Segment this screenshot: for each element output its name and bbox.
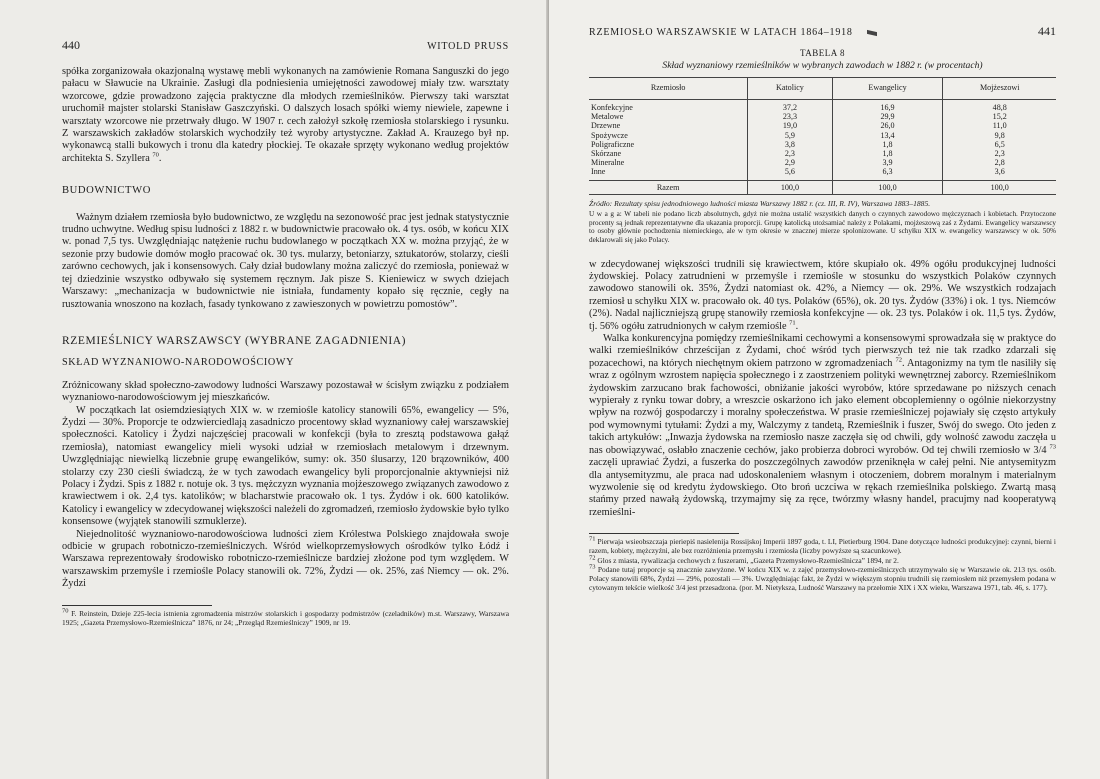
table-sum-row [589,180,1056,194]
table-jews-column: 48,8 15,2 11,0 9,8 6,5 2,3 2,8 3,6 [943,100,1056,181]
footnote-71: $^{71}$ Pierwaja wsieobszczaja pieriepiś nasielenija Rossijskoj Imperii 1897 goda, t. LI, Pietierburg 1904. Dane dotyczące ludności produkcyjnej: czynni, bierni i razem, kobiety, mężczyźni, ale bez rozróżnienia przemysłu i rzemiosła (liczby powyższe są szacunkowe). [589,535,1056,556]
religion-table [589,77,1056,195]
table-sum-label: Razem [589,180,748,194]
table-sum-protestants: 100,0 [832,180,943,194]
table-note: U w a g a: W tabeli nie podano liczb absolutnych, gdyż nie można ustalić wszystkich danych o czynnych zawodowo mężczyznach i kobietach. Przytoczone procenty są jednak reprezentatywne dla ukazania proporcji. Grupę katolicką utożsamiać należy z Polakami, mojżeszową zaś z Żydami. Ewangelicy warszawscy to osoby głównie pochodzenia niemieckiego, ale w tym okresie w znacznej mierze spolonizowane. U schyłku XIX w. ewangelicy warszawscy w ok. 50% deklarowali się jako Polacy. [589,210,1056,245]
table-header-row [589,78,1056,100]
right-body [589,259,1056,520]
left-paragraph-1: spółka zorganizowała okazjonalną wystawę mebli wykonanych na zamówienie Romana Sanguszki do jego pałacu w Sławucie na Ukrainie. Zasługi dla podniesienia umiejętności zawodowej miały tzw. warsztaty wzorcowe, gdzie prowadzono zajęcia praktyczne dla młodych rzemieślników. Pierwszy taki warsztat uruchomił majster stolarski Stanisław Gaszczyński. O dalszych losach spółki wiemy niewiele, zapewne i warsztaty wzorcowe nie przetrwały długo. W 1907 r. cech założył szkołę rzemiosła stolarskiego i rysunku. Z warszawskich zakładów stolarskich wychodziły też wyroby artystyczne. Zakład A. Krauzego był np. wykonawcą stalli bukowych i tronu dla katedry płockiej. Te okazałe sprzęty wykonano według projektów architekta S. Szyllera $^{70}$. [62,66,509,164]
table-craft-column: Konfekcyjne Metalowe Drzewne Spożywcze Poligraficzne Skórzane Mineralne Inne [591,103,635,177]
right-paragraph-1: w zdecydowanej większości trudnili się krawiectwem, które skupiało ok. 49% ogółu produkcyjnej ludności żydowskiej. Polacy zatrudnieni w przemyśle i rzemiośle w stosunku do wszystkich Polaków czynnych zawodowo stanowili ok. 35%, Żydzi natomiast ok. 42%, a Niemcy — ok. 29%. We wszystkich rodzajach rzemiosł u schyłku XIX w. pracowało ok. 40 tys. Polaków (65%), ok. 20 tys. Żydów (33%) i ok. 1 tys. Niemców (2%). Nadal najliczniejszą grupę stanowiły rzemiosła konfekcyjne — ok. 23 tys. Polaków i ok. 11,5 tys. Żydów, tj. 56% ogółu zatrudnionych w całym rzemiośle $^{71}$. [589,258,1056,332]
left-paragraph-5: Niejednolitość wyznaniowo-narodowościowa ludności ziem Królestwa Polskiego znajdowała swoje odbicie w grupach robotniczo-rzemieślniczych. Wśród wielkoprzemysłowych ośrodków tylko Łódź i Warszawa reprezentowały środowisko robotniczo-rzemieślnicze bardziej złożone pod tym względem. W warszawskim przemyśle i rzemiośle Polacy stanowili ok. 72%, Żydzi — ok. 25%, zaś Niemcy — ok. 2%. Żydzi [62,528,509,590]
ink-mark-icon [867,30,877,36]
footnote-ref-72[interactable]: 72 [895,356,902,364]
section-heading-budownictwo: BUDOWNICTWO [62,185,151,197]
right-page-number: 441 [1038,24,1056,38]
table-sum-jews: 100,0 [943,180,1056,194]
right-title-head: RZEMIOSŁO WARSZAWSKIE W LATACH 1864–1918 [589,27,877,38]
footnote-rule [62,605,212,606]
subsection-heading: SKŁAD WYZNANIOWO-NARODOWOŚCIOWY [62,357,295,369]
table-source: Źródło: Rezultaty spisu jednodniowego ludności miasta Warszawy 1882 r. (cz. III, R. IV), Warszawa 1883–1885. [589,198,931,208]
left-author-head: WITOLD PRUSS [427,41,509,52]
table-caption: Skład wyznaniowy rzemieślników w wybranych zawodach w 1882 r. (w procentach) [662,60,983,71]
table-sum-catholics: 100,0 [748,180,832,194]
table-catholics-column: 37,2 23,3 19,0 5,9 3,8 2,3 2,9 5,6 [748,100,832,181]
footnote-ref-71[interactable]: 71 [789,319,796,327]
left-paragraph-4: W początkach lat osiemdziesiątych XIX w. w rzemiośle katolicy stanowili 65%, ewangelicy — 5%, Żydzi — 30%. Proporcje te odzwierciedlają zasadniczo procentowy skład wyznaniowy całej warszawskiej społeczności. Katolicy i Żydzi najczęściej pracowali w konfekcji (była to zresztą podstawowa gałąź rzemiosła), natomiast ewangelicy mieli wysoki udział w rzemiosłach metalowym i drzewnym. Uwzględniając niewielką liczebnie grupę ewangelików, sumy: ok. 350 ślusarzy, 120 brązowników, 400 stolarzy czy 230 cieśli świadczą, że w tych zawodach ewangelicy byli proporcjonalnie aktywniejsi niż Polacy i Żydzi. Spis z 1882 r. notuje ok. 3 tys. mężczyzn wyznania mojżeszowego związanych zawodowo z krawiectwem i ok. 2,4 tys. katolików; w blacharstwie pracowało ok. 1 tys. Żydów i ok. 600 katolików. Katolicy i ewangelicy w zdecydowanej większości należeli do zgromadzeń, rzemiosło żydowskie było tylko konsensowe (wyjątek stanowili szmuklerze). [62,404,509,528]
table-body-row [589,100,1056,181]
table-header-protestants: Ewangelicy [832,78,943,100]
left-paragraph-2: Ważnym działem rzemiosła było budownictwo, ze względu na sezonowość prac jest jednak statystycznie trudno uchwytne. Według spisu ludności z 1882 r. w budownictwie pracowało ok. 4 tys. osób, w końcu XIX w. ponad 7,5 tys. Uwzględniając natężenie ruchu budowlanego w początkach XX w. można przyjąć, że w sezonie przy budowie domów mogło pracować ok. 30 tys. mularzy, betoniarzy, sztukatorów, stolarzy, cieśli zarówno cechowych, jak i konsensowych. Cały dział budowlany można zaliczyć do rzemiosła, ponieważ w tej dziedzinie wszystko odbywało się systemem ręcznym. Jak pisze S. Kieniewicz w swych dziejach Warszawy: „mechanizacja w budownictwie nie istniała, fundamenty kopało się ręcznie, cegły na rusztowania wnoszono na kozłach, fasady tynkowano z zawieszonych w powietrzu pomostów”. [62,211,509,310]
footnote-73: $^{73}$ Podane tutaj proporcje są znacznie zawyżone. W końcu XIX w. z zajęć przemysłowo-rzemieślniczych utrzymywało się w Warszawie ok. 213 tys. osób. Polacy stanowili 68%, Żydzi — 29%, pozostali — 3%. Uwzględniając fakt, że Żydzi w większym stopniu trudnili się rzemiosłem niż przemysłem podana w cytowanym tekście wielkość 3/4 jest przesadzona. (por. M. Nietyksza, Ludność Warszawy na przełomie XIX i XX wieku, Warszawa 1971, tab. 46, s. 177). [589,563,1056,593]
table-header-jews: Mojżeszowi [943,78,1056,100]
table-header-craft: Rzemiosło [589,78,748,100]
left-running-head [62,38,509,54]
right-running-head [589,24,1056,40]
footnote-ref-70[interactable]: 70 [152,151,159,159]
table-label: TABELA 8 [799,48,846,58]
right-footnote-rule [589,533,739,534]
table-protestants-column: 16,9 29,9 26,0 13,4 1,8 1,8 3,9 6,3 [832,100,943,181]
table-header-catholics: Katolicy [748,78,832,100]
right-paragraph-2: Walka konkurencyjna pomiędzy rzemieślnikami cechowymi a konsensowymi sprowadzała się w praktyce do walki rzemieślników chrześcijan z Żydami, choć wśród tych pierwszych też nie tak rzadko zdarzali się pozacechowi, na których niechętnym okiem patrzono w zgromadzeniach $^{72}$. Antagonizmy na tym tle nasiliły się wraz z ogólnym wzrostem napięcia społecznego i z zaostrzeniem polityki wewnętrznej zaborcy. Rzemieślnikom żydowskim zarzucano brak fachowości, obniżanie jakości wyrobów, które sprzedawane po niższych cenach wypierały z rynku towar dobry, a wreszcie oskarżono ich jako element obcoplemienny o ogólnie niekorzystny wpływ na rozwój gospodarczy i moralny społeczeństwa. W prasie rzemieślniczej pojawiały się często artykuły pod wymownymi tytułami: Żydzi a my, Walczymy z tandetą, Rzemieślnik i fuszer, Swój do swego. Oto jeden z takich artykułów: „Inwazja żydowska na rzemiosło nasze zaczęła się od chwili, gdy wolność zawodu zaczęła u nas obowiązywać, osłabło znaczenie cechów, jako probierza dobroci wyrobów. Od tej chwili rzemiosło w 3/4 $^{73}$ zaczęli uprawiać Żydzi, a fuszerka do poszczególnych zawodów przeniknęła w całej pełni. Nie antysemityzm dla antysemityzmu, ale praca nad udoskonaleniem własnym i otoczeniem, dobrem moralnym i materialnym wyzwolenie się od kredytu żydowskiego. Oto broń uczciwa w rękach rzemieślnika polskiego. Zwartą masą stańmy przed nawałą żydowską, trzymajmy się za ręce, twórzmy własny handel, pracujmy nad kooperatywą rzemieślni- [589,333,1057,518]
left-page-number: 440 [62,38,80,52]
left-page [0,0,549,779]
left-body [62,66,509,591]
left-paragraph-3: Zróżnicowany skład społeczno-zawodowy ludności Warszawy pozostawał w ścisłym związku z podziałem wyznaniowo-narodowościowym jej mieszkańców. [62,379,509,404]
footnote-72: $^{72}$ Glos z miasta, rywalizacja cechowych z fuszerami, „Gazeta Przemysłowo-Rzemieślnicza” 1894, nr 2. [589,554,899,565]
footnote-70: $^{70}$ F. Reinstein, Dzieje 225-lecia istnienia zgromadzenia mistrzów stolarskich i gospodarzy podmistrzów (czeladników) m.st. Warszawy, Warszawa 1925; „Gazeta Przemysłowo-Rzemieślnicza” 1876, nr 24; „Przegląd Rzemieślniczy” 1909, nr 19. [62,607,509,627]
section-heading-rzemieslnicy: RZEMIEŚLNICY WARSZAWSCY (WYBRANE ZAGADNIENIA) [62,334,407,347]
right-page [549,0,1100,779]
footnote-ref-73[interactable]: 73 [1049,443,1057,451]
